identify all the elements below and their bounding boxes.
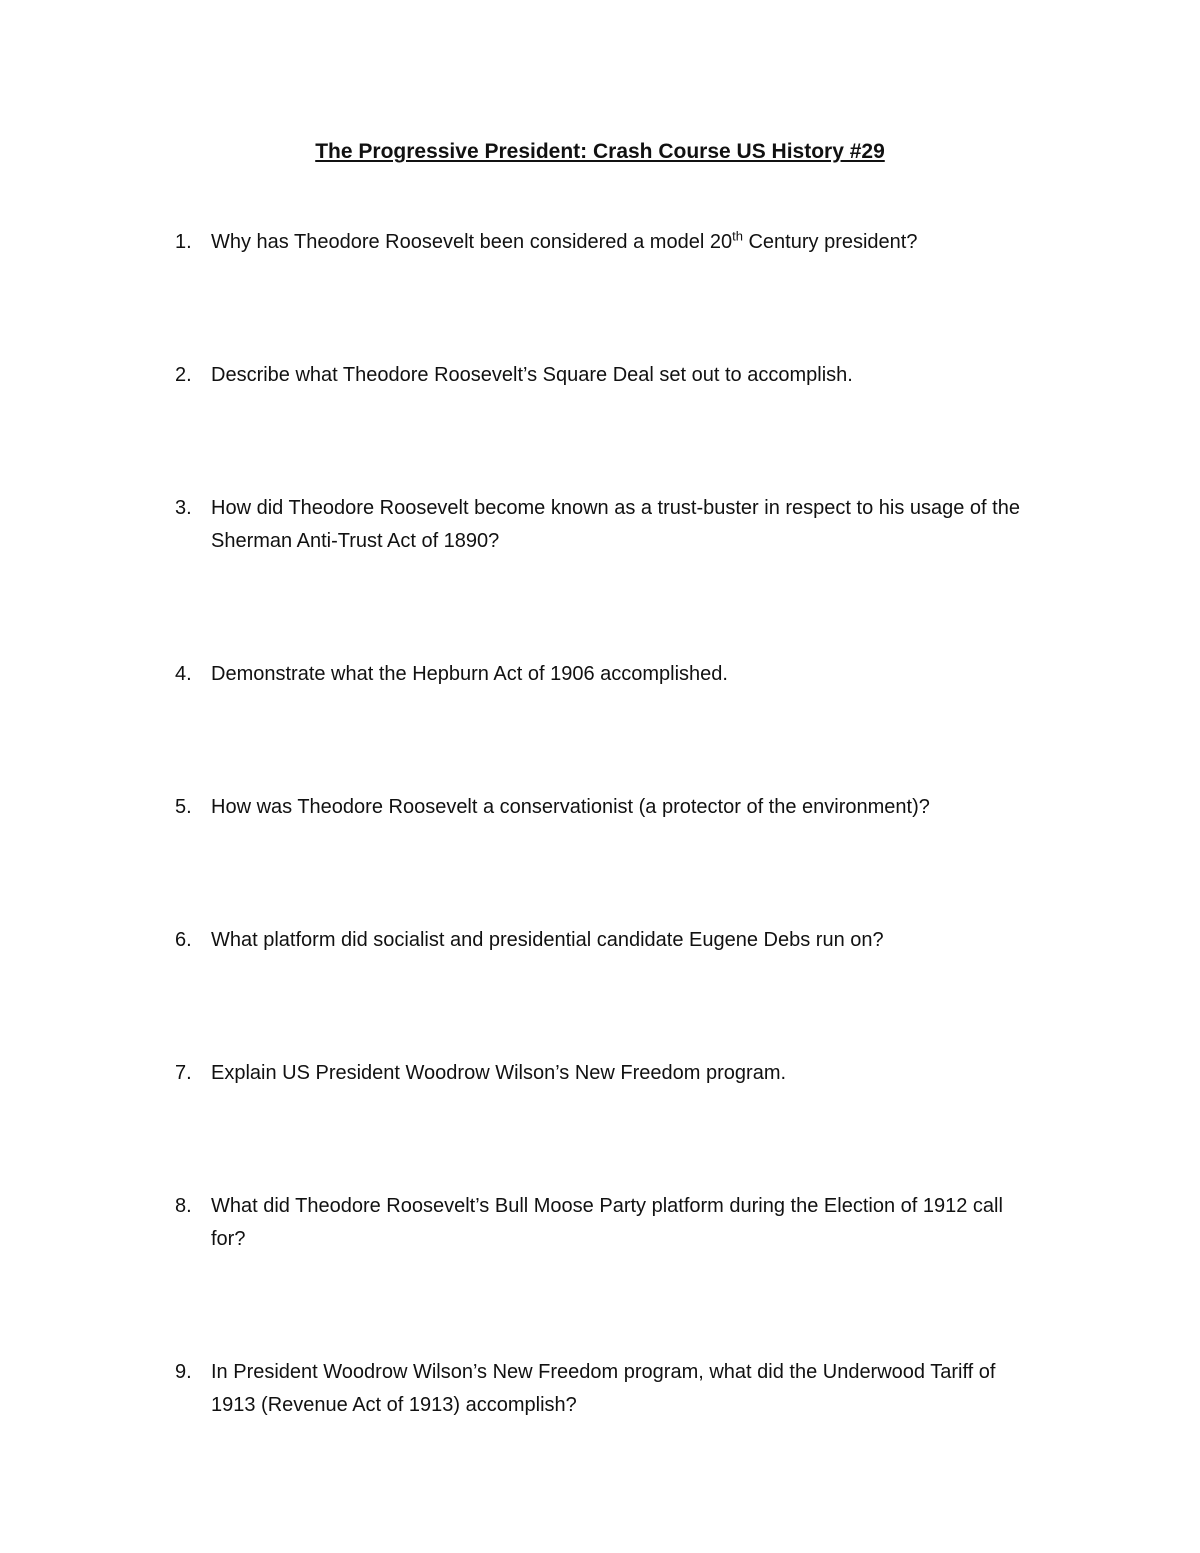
question-text-post: Century president? <box>742 231 918 253</box>
question-item-5 <box>175 791 1200 824</box>
question-item-7 <box>175 1057 1200 1090</box>
question-number: 8. <box>175 1195 192 1217</box>
question-number: 9. <box>175 1361 192 1383</box>
question-text-pre: Why has Theodore Roosevelt been considered a model 20 <box>211 231 733 253</box>
question-number: 3. <box>175 497 192 519</box>
question-text-pre: What platform did socialist and presidential candidate Eugene Debs run on? <box>211 929 884 951</box>
document-title <box>0 136 1200 168</box>
question-text <box>211 1356 1036 1422</box>
question-text <box>211 226 1036 259</box>
question-text-pre: What did Theodore Roosevelt’s Bull Moose Party platform during the Election of 1912 call for? <box>211 1195 1003 1250</box>
question-item-4 <box>175 658 1200 691</box>
question-item-8 <box>175 1190 1200 1256</box>
question-number: 7. <box>175 1062 192 1084</box>
document-title-text: The Progressive President: Crash Course US History #29 <box>315 140 885 163</box>
question-item-3 <box>175 492 1200 558</box>
question-text-pre: Demonstrate what the Hepburn Act of 1906 accomplished. <box>211 663 728 685</box>
question-item-6 <box>175 924 1200 957</box>
question-text <box>211 1057 1036 1090</box>
question-item-2 <box>175 359 1200 392</box>
question-text <box>211 924 1036 957</box>
question-text <box>211 1190 1036 1256</box>
question-text-pre: How did Theodore Roosevelt become known as a trust-buster in respect to his usage of the Sherman Anti-Trust Act of 1890? <box>211 497 1020 552</box>
question-text <box>211 492 1036 558</box>
question-text-pre: How was Theodore Roosevelt a conservationist (a protector of the environment)? <box>211 796 930 818</box>
question-text <box>211 791 1036 824</box>
question-text <box>211 658 1036 691</box>
question-text-pre: Describe what Theodore Roosevelt’s Square Deal set out to accomplish. <box>211 364 853 386</box>
question-list <box>0 226 1200 1422</box>
question-number: 6. <box>175 929 192 951</box>
question-text <box>211 359 1036 392</box>
question-item-1 <box>175 226 1200 259</box>
question-text-pre: In President Woodrow Wilson’s New Freedom program, what did the Underwood Tariff of 1913 (Revenue Act of 1913) accomplish? <box>211 1361 996 1416</box>
question-number: 5. <box>175 796 192 818</box>
question-item-9 <box>175 1356 1200 1422</box>
question-number: 1. <box>175 231 192 253</box>
question-number: 2. <box>175 364 192 386</box>
question-number: 4. <box>175 663 192 685</box>
question-text-pre: Explain US President Woodrow Wilson’s New Freedom program. <box>211 1062 787 1084</box>
question-text-superscript: th <box>732 228 743 244</box>
